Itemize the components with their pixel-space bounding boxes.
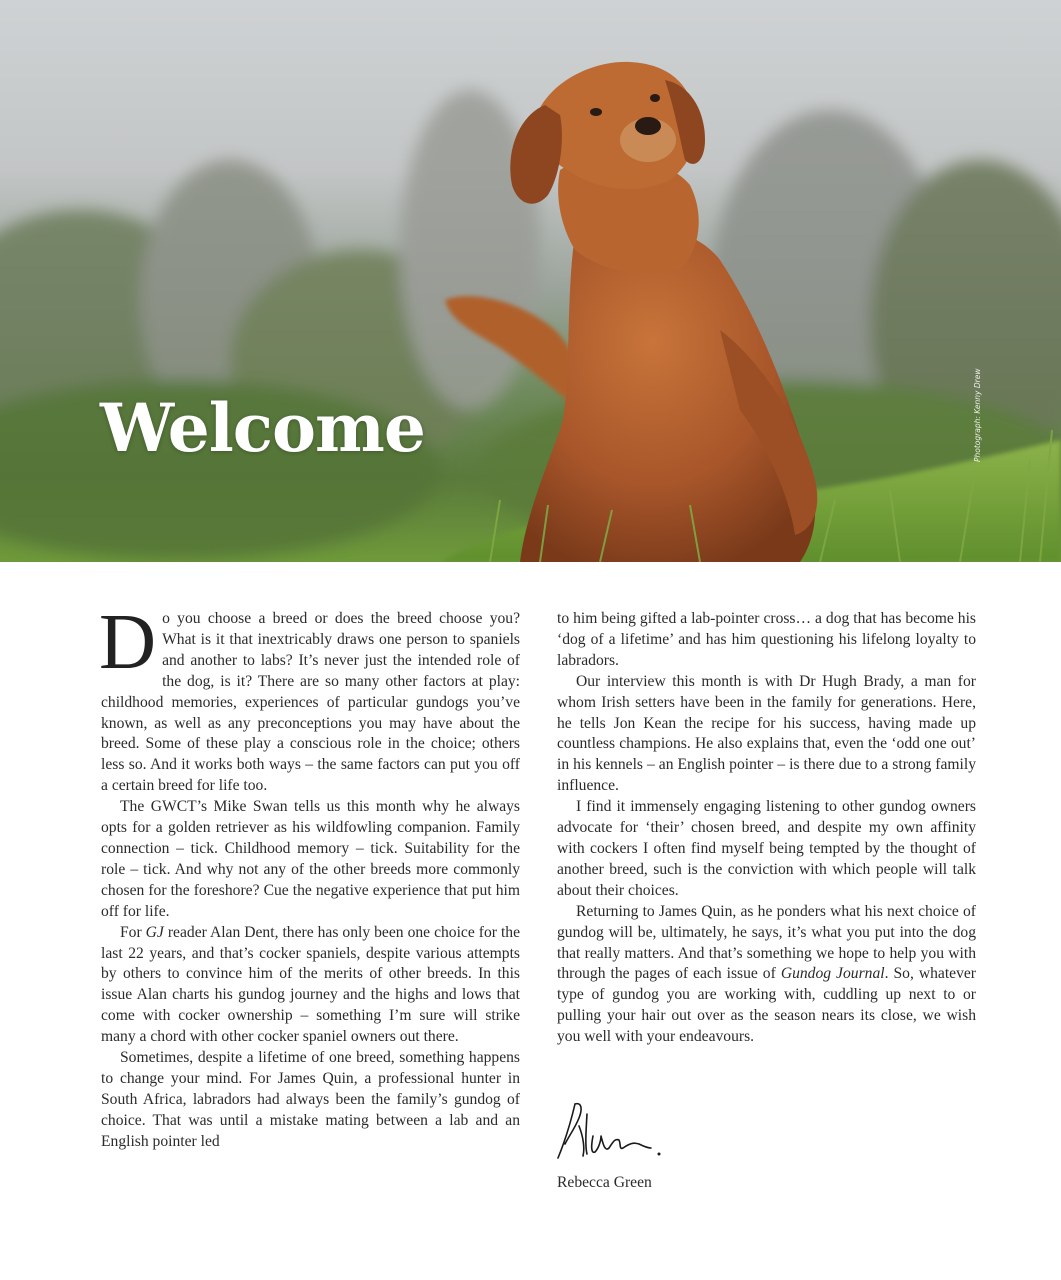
paragraph-intro-text: o you choose a breed or does the breed choose you? What is it that inextricably draws one person to spaniels and another to labs? It’s never just the intended role of the dog, is it? There are so many other factors at play: childhood memories, experiences of particular gundogs you’ve known, as well as any preconceptions you may have about the breed. Some of these play a conscious role in the choice; others less so. And it works both ways – the same factors can put you off a certain breed for life too. bbox=[101, 610, 520, 795]
hero-photo bbox=[0, 0, 1061, 562]
golden-retriever-photo bbox=[0, 0, 1061, 562]
magazine-title: Gundog Journal bbox=[780, 965, 885, 983]
article-column-right bbox=[557, 609, 976, 1048]
article-column-left bbox=[99, 599, 521, 1153]
paragraph-hugh-brady: Our interview this month is with Dr Hugh Brady, a man for whom Irish setters have been in the family for generations. Here, he tells Jon Kean the recipe for his success, having made up countless champions. He also explains that, even the ‘odd one out’ in his kennels – an English pointer – is there due to a strong family influence. bbox=[557, 672, 976, 795]
paragraph-text: For bbox=[120, 923, 146, 941]
photo-credit: Photograph: Kenny Drew bbox=[973, 368, 982, 462]
paragraph-breed-advocacy: I find it immensely engaging listening to other gundog owners advocate for ‘their’ chosen breed, and despite my own affinity with cockers I often find myself being tempted by the thought of another breed, such is the conviction with which people will talk about their choices. bbox=[557, 798, 976, 899]
handwritten-signature bbox=[553, 1096, 668, 1166]
paragraph-text: reader Alan Dent, there has only been one choice for the last 22 years, and that’s cocker spaniels, despite various attempts by others to convince him of the merits of other breeds. In this issue Alan charts his gundog journey and the highs and lows that come with cocker ownership – something I’m sure will strike many a chord with other cocker spaniel owners out there. bbox=[101, 923, 521, 1046]
page-title: Welcome bbox=[100, 389, 425, 467]
paragraph-mike-swan: The GWCT’s Mike Swan tells us this month why he always opts for a golden retriever as his wildfowling companion. Family connection – tick. Childhood memory – tick. Suitability for the role – tick. And why not any of the other breeds more commonly chosen for the foreshore? Cue the negative experience that put him off for life. bbox=[101, 798, 520, 920]
paragraph-intro bbox=[99, 599, 520, 797]
paragraph-closing bbox=[557, 902, 976, 1048]
paragraph-text: . So, whatever type of gundog you are working with, cuddling up next to or pulling your hair out over as the season nears its close, we wish you well with your endeavours. bbox=[557, 965, 976, 1046]
drop-cap: D bbox=[99, 599, 157, 686]
paragraph-james-quin-continued: to him being gifted a lab-pointer cross… a dog that has become his ‘dog of a lifetime’ and has him questioning his lifelong loyalty to labradors. bbox=[557, 610, 976, 669]
author-name: Rebecca Green bbox=[557, 1174, 652, 1191]
paragraph-james-quin: Sometimes, despite a lifetime of one breed, something happens to change your mind. For James Quin, a professional hunter in South Africa, labradors had always been the family’s gundog of choice. That was until a mistake mating between a lab and an English pointer led bbox=[101, 1049, 520, 1150]
paragraph-text: Returning to James Quin, as he ponders what his next choice of gundog will be, ultimately, he says, it’s what you put into the dog that really matters. And that’s something we hope to help you with through the pages of each issue of bbox=[557, 902, 976, 983]
magazine-abbrev: GJ bbox=[145, 923, 164, 941]
paragraph-alan-dent bbox=[101, 923, 520, 1048]
